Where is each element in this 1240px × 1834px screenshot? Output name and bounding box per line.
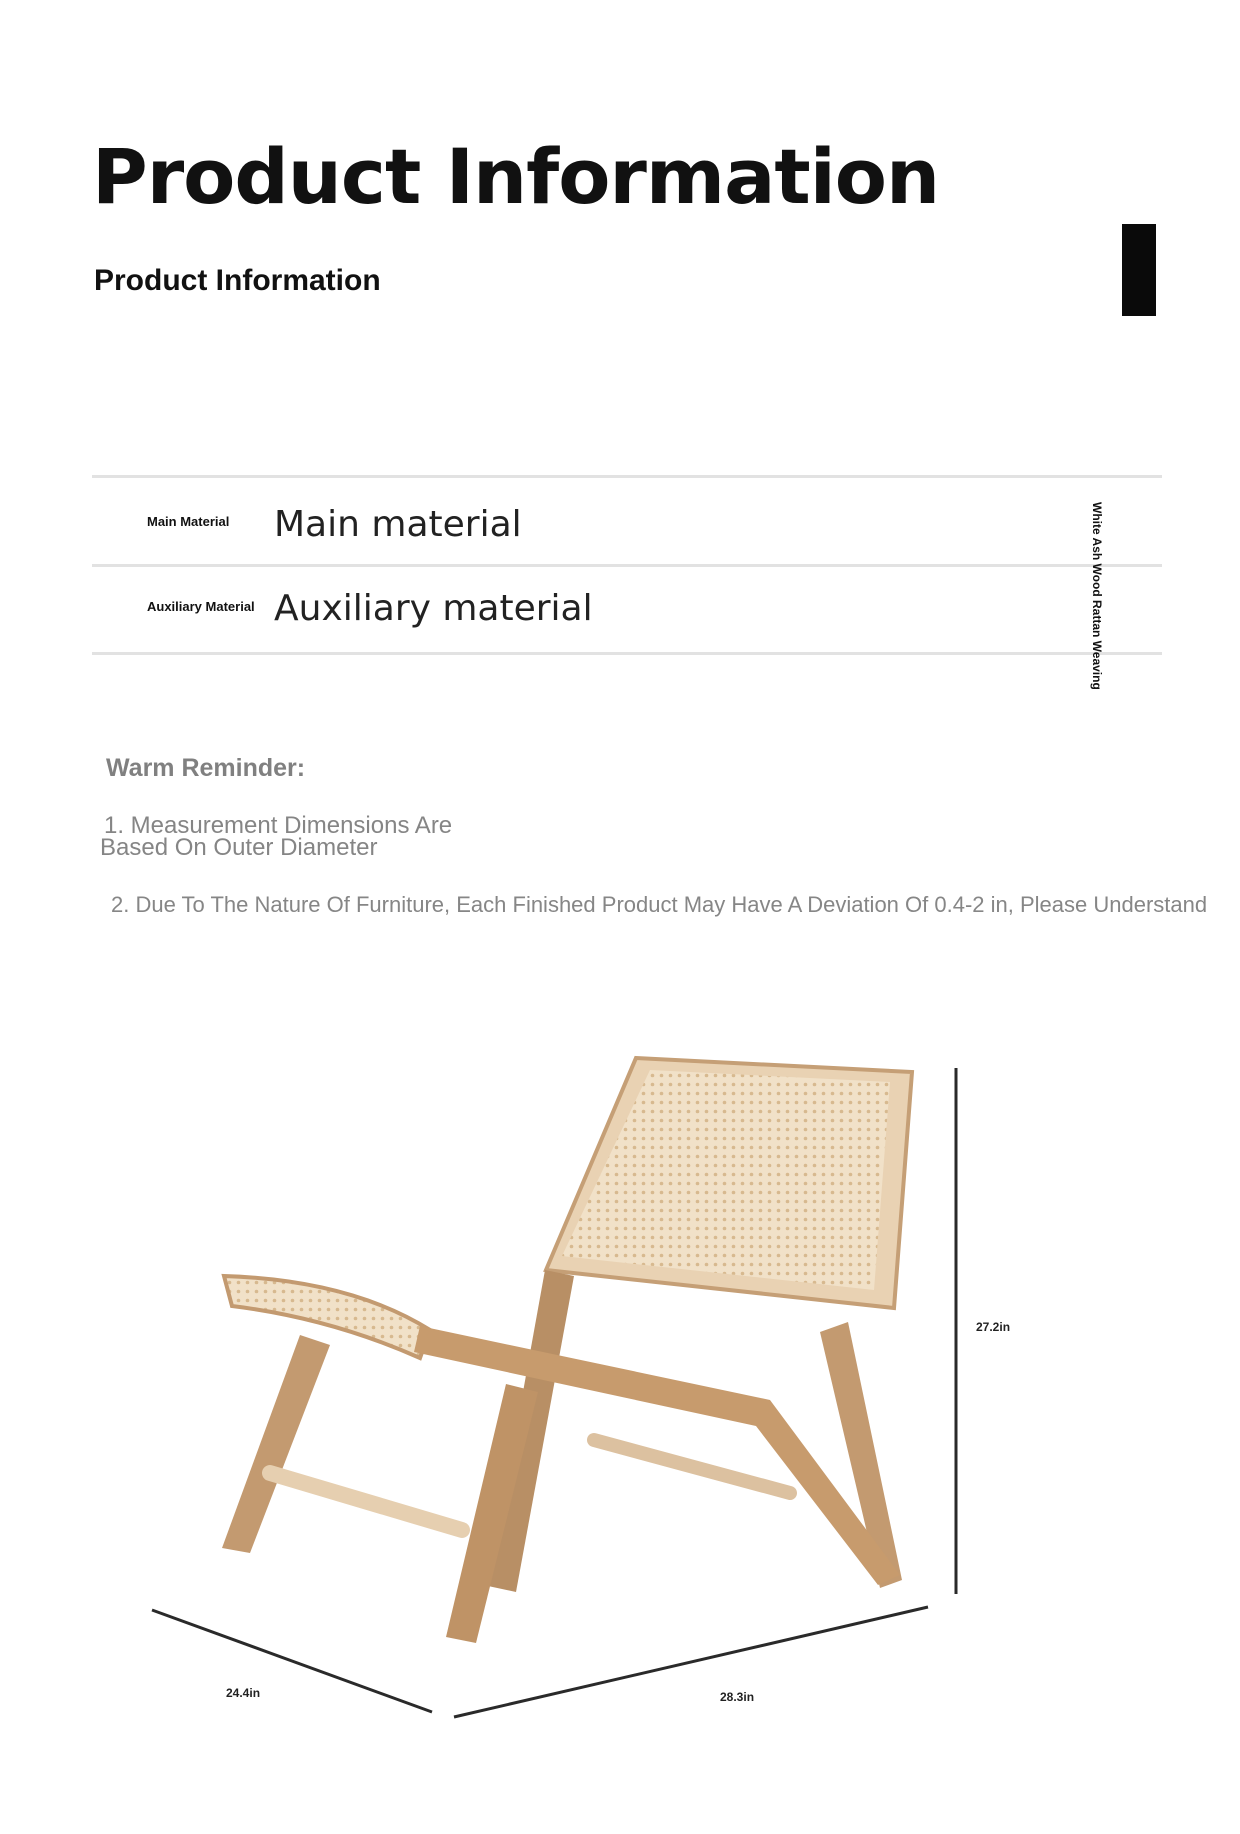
material-side-note: White Ash Wood Rattan Weaving — [1090, 502, 1104, 690]
auxiliary-material-label: Auxiliary Material — [147, 599, 255, 614]
reminder-note-1-line1: 1. Measurement Dimensions Are — [104, 812, 453, 839]
chair-back-stretcher — [594, 1440, 790, 1493]
width-dimension-line — [454, 1607, 928, 1717]
chair-back-rattan — [562, 1070, 890, 1290]
warm-reminder-title: Warm Reminder: — [106, 754, 306, 782]
reminder-note-1-line2: Based On Outer Diameter — [100, 834, 378, 861]
chair-front-stretcher — [270, 1473, 462, 1530]
auxiliary-material-value: Auxiliary material — [274, 588, 593, 629]
section-title: Product Information — [94, 264, 381, 297]
chair-front-leg-left — [222, 1335, 330, 1553]
hero-title: Product Information — [92, 132, 940, 221]
depth-label: 24.4in — [226, 1686, 261, 1700]
height-label: 27.2in — [976, 1320, 1011, 1334]
depth-dimension-line — [152, 1610, 432, 1712]
main-material-value: Main material — [274, 504, 522, 545]
width-label: 28.3in — [720, 1690, 755, 1704]
reminder-note-2: 2. Due To The Nature Of Furniture, Each Finished Product May Have A Deviation Of 0.4-2 in, Please Understand — [111, 892, 1208, 917]
main-material-label: Main Material — [147, 514, 230, 529]
